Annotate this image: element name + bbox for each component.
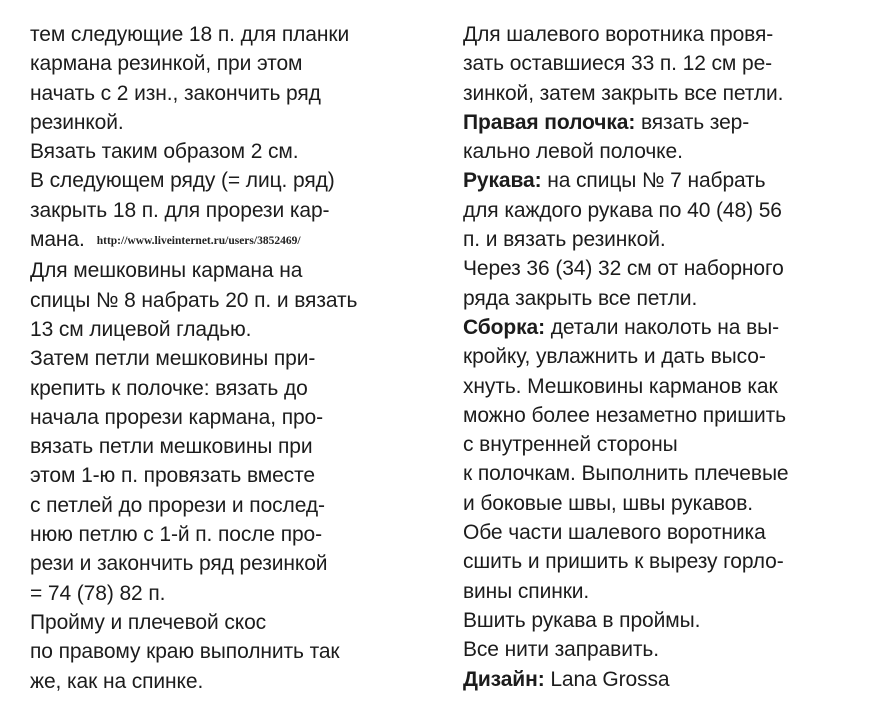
text-line: Пройму и плечевой скос bbox=[30, 610, 267, 634]
section-line-right-front bbox=[463, 108, 868, 137]
text-line: Обе части шалевого воротника bbox=[463, 521, 766, 545]
text-line: кройку, увлажнить и дать высо- bbox=[463, 345, 766, 369]
text-line: Для мешковины кармана на bbox=[30, 259, 303, 283]
text-line: же, как на спинке. bbox=[30, 669, 204, 693]
text-line: для каждого рукава по 40 (48) 56 bbox=[463, 198, 782, 222]
text-line: Вязать таким образом 2 см. bbox=[30, 140, 299, 164]
text-line: и боковые швы, швы рукавов. bbox=[463, 491, 753, 515]
text-line: нюю петлю с 1-й п. после про- bbox=[30, 523, 323, 547]
text-line: вязать петли мешковины при bbox=[30, 435, 313, 459]
text-line: к полочкам. Выполнить плечевые bbox=[463, 462, 789, 486]
text-line: резинкой. bbox=[30, 110, 124, 134]
text-segment: Lana Grossa bbox=[544, 667, 670, 691]
text-line: Для шалевого воротника провя- bbox=[463, 23, 774, 46]
text-line: = 74 (78) 82 п. bbox=[30, 581, 166, 605]
text-line: кально левой полочке. bbox=[463, 140, 683, 164]
text-line: начать с 2 изн., закончить ряд bbox=[30, 81, 321, 105]
text-line: хнуть. Мешковины карманов как bbox=[463, 374, 778, 398]
text-line: закрыть 18 п. для прорези кар- bbox=[30, 198, 330, 222]
text-segment: детали наколоть на вы- bbox=[545, 315, 780, 339]
text-line: по правому краю выполнить так bbox=[30, 640, 340, 664]
text-line: зинкой, затем закрыть все петли. bbox=[463, 81, 784, 105]
text-segment: на спицы № 7 набрать bbox=[541, 169, 766, 193]
text-line: Все нити заправить. bbox=[463, 638, 659, 662]
section-heading: Рукава: bbox=[463, 169, 542, 193]
text-line: Вшить рукава в проймы. bbox=[463, 608, 701, 632]
text-segment: вязать зер- bbox=[635, 110, 750, 134]
text-line: Через 36 (34) 32 см от наборного bbox=[463, 257, 784, 281]
section-heading: Правая полочка: bbox=[463, 110, 636, 134]
text-line: В следующем ряду (= лиц. ряд) bbox=[30, 169, 335, 193]
text-line: сшить и пришить к вырезу горло- bbox=[463, 550, 784, 574]
section-heading: Сборка: bbox=[463, 315, 545, 339]
text-line: п. и вязать резинкой. bbox=[463, 228, 666, 252]
section-line-sleeves bbox=[463, 166, 868, 195]
text-line: начала прорези кармана, про- bbox=[30, 405, 324, 429]
left-column bbox=[30, 20, 440, 696]
text-line: ряда закрыть все петли. bbox=[463, 286, 698, 310]
text-line: 13 см лицевой гладью. bbox=[30, 317, 252, 341]
text-line: Затем петли мешковины при- bbox=[30, 347, 316, 371]
text-line-with-url bbox=[30, 225, 440, 256]
section-heading: Дизайн: bbox=[463, 667, 545, 691]
section-line-assembly bbox=[463, 313, 868, 342]
text-line: кармана резинкой, при этом bbox=[30, 52, 303, 76]
text-line: зать оставшиеся 33 п. 12 см ре- bbox=[463, 52, 773, 76]
text-segment: мана. bbox=[30, 228, 85, 252]
text-line: можно более незаметно пришить bbox=[463, 403, 787, 427]
text-line: с внутренней стороны bbox=[463, 433, 678, 457]
text-line: рези и закончить ряд резинкой bbox=[30, 552, 328, 576]
text-line: тем следующие 18 п. для планки bbox=[30, 23, 350, 46]
text-line: с петлей до прорези и послед- bbox=[30, 493, 325, 517]
text-line: крепить к полочке: вязать до bbox=[30, 376, 308, 400]
text-line: вины спинки. bbox=[463, 579, 590, 603]
watermark-url: http://www.liveinternet.ru/users/3852469/ bbox=[96, 235, 301, 248]
right-column bbox=[463, 20, 868, 694]
text-line: этом 1-ю п. провязать вместе bbox=[30, 464, 315, 488]
section-line-design bbox=[463, 665, 868, 694]
text-line: спицы № 8 набрать 20 п. и вязать bbox=[30, 288, 358, 312]
